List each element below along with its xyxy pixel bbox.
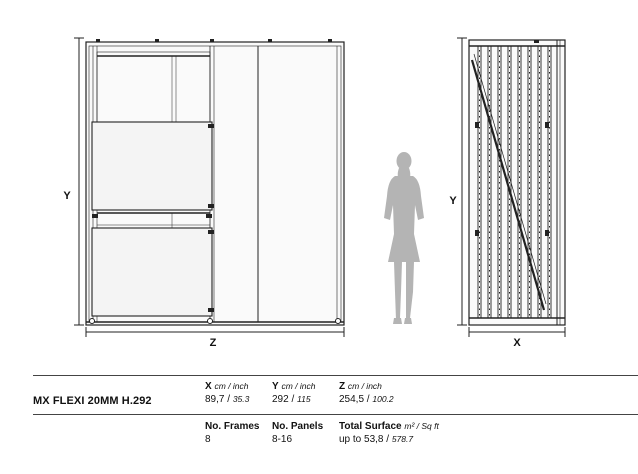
person-silhouette-icon: [384, 152, 424, 324]
front-height-label: Y: [63, 190, 71, 202]
spec-surface-label: Total Surface: [339, 421, 402, 432]
side-height-dimension: [457, 38, 467, 325]
spec-x-unit: cm / inch: [214, 381, 249, 391]
spec-frames: [205, 420, 259, 446]
side-depth-dimension: [469, 327, 565, 337]
spec-panels-label: No. Panels: [272, 421, 324, 432]
spec-x-value-alt: 35.3: [232, 394, 250, 404]
spec-y-unit: cm / inch: [281, 381, 316, 391]
side-view: [469, 40, 565, 325]
spec-frames-value: 8: [205, 434, 211, 445]
spec-y-value-alt: 115: [297, 394, 311, 404]
front-width-dimension: [86, 327, 344, 337]
spec-surface-unit: m² / Sq ft: [404, 421, 439, 431]
spec-z: Z cm / inch 254,5 / 100.2: [339, 381, 394, 405]
product-model-name: MX FLEXI 20MM H.292: [33, 395, 152, 407]
spec-y-value: 292: [272, 394, 289, 405]
spec-y: Y cm / inch 292 / 115: [272, 381, 316, 405]
spec-x: X cm / inch 89,7 / 35.3: [205, 381, 250, 405]
side-depth-label: X: [513, 337, 521, 349]
front-width-label: Z: [209, 337, 217, 349]
spec-panels: [272, 420, 323, 446]
spec-surface-value-alt: 578.7: [391, 434, 414, 444]
front-height-dimension: [74, 38, 84, 325]
spec-middle-rule: [33, 414, 638, 415]
spec-frames-label: No. Frames: [205, 421, 260, 432]
spec-x-label: X: [205, 381, 212, 392]
spec-y-label: Y: [272, 381, 279, 392]
spec-z-value-alt: 100.2: [372, 394, 394, 404]
spec-z-unit: cm / inch: [347, 381, 382, 391]
spec-x-value: 89,7: [205, 394, 225, 405]
side-height-label: Y: [449, 195, 457, 207]
front-view: [86, 39, 344, 325]
spec-surface-value: up to 53,8: [339, 434, 384, 445]
spec-panels-value: 8-16: [272, 434, 293, 445]
spec-z-value: 254,5: [339, 394, 365, 405]
spec-top-rule: [33, 375, 638, 376]
spec-surface: Total Surface m² / Sq ft up to 53,8 / 578.7: [339, 421, 439, 445]
spec-z-label: Z: [339, 381, 346, 392]
